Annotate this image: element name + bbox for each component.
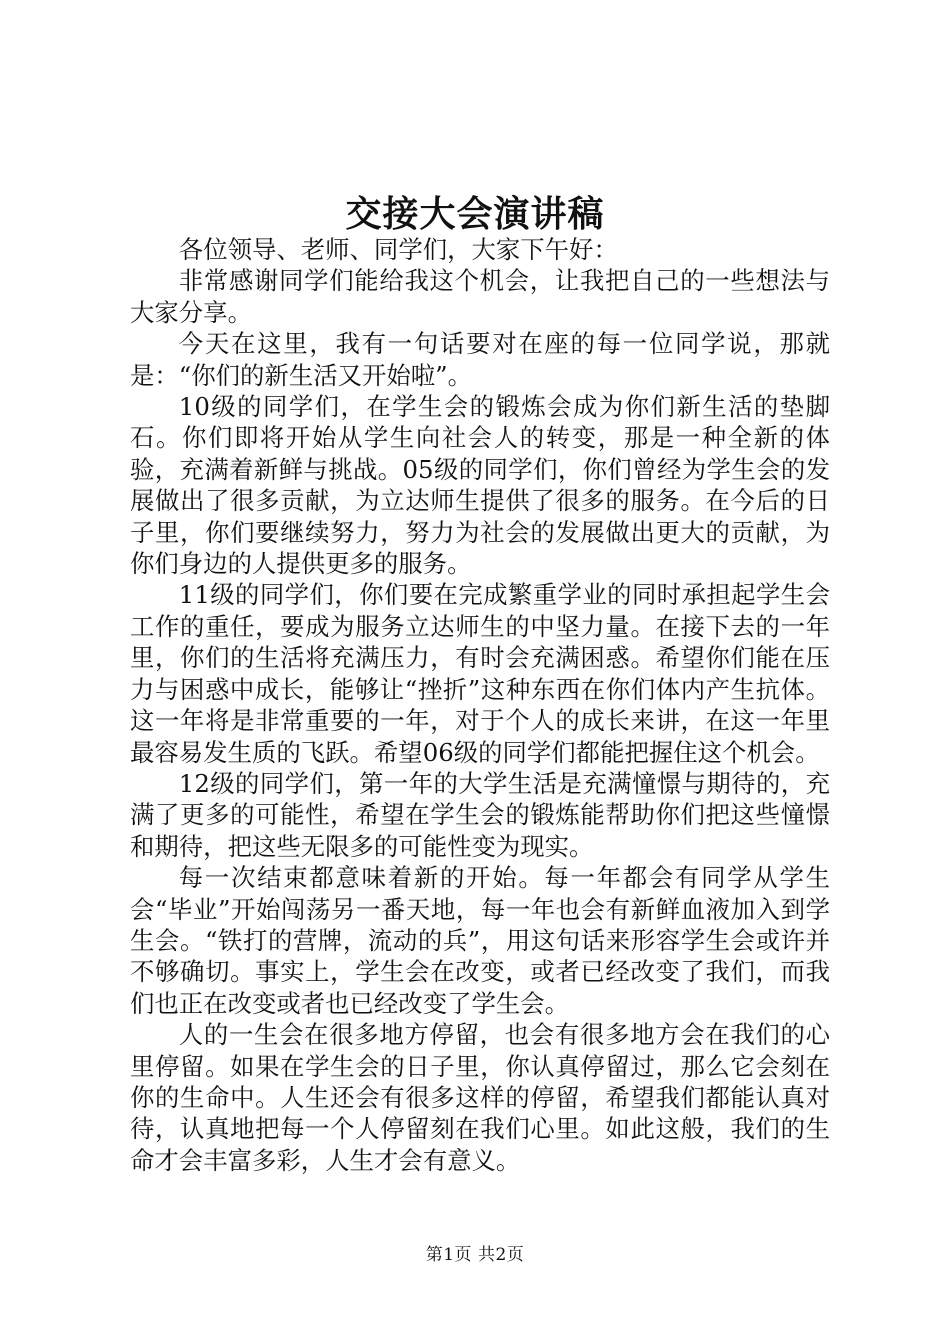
paragraph-class-12: 12级的同学们，第一年的大学生活是充满憧憬与期待的，充满了更多的可能性，希望在学生会的锻炼能帮助你们把这些憧憬和期待，把这些无限多的可能性变为现实。: [130, 768, 830, 861]
paragraph-class-11: 11级的同学们，你们要在完成繁重学业的同时承担起学生会工作的重任，要成为服务立达师生的中坚力量。在接下去的一年里，你们的生活将充满压力，有时会充满困惑。希望你们能在压力与困惑中成长，能够让“挫折”这种东西在你们体内产生抗体。这一年将是非常重要的一年，对于个人的成长来讲，在这一年里最容易发生质的飞跃。希望06级的同学们都能把握住这个机会。: [130, 580, 830, 767]
paragraph-closing: 人的一生会在很多地方停留，也会有很多地方会在我们的心里停留。如果在学生会的日子里，你认真停留过，那么它会刻在你的生命中。人生还会有很多这样的停留，希望我们都能认真对待，认真地把每一个人停留刻在我们心里。如此这般，我们的生命才会丰富多彩，人生才会有意义。: [130, 1020, 830, 1175]
document-title: 交接大会演讲稿: [345, 193, 605, 235]
paragraph-class-10: 10级的同学们，在学生会的锻炼会成为你们新生活的垫脚石。你们即将开始从学生向社会人的转变，那是一种全新的体验，充满着新鲜与挑战。05级的同学们，你们曾经为学生会的发展做出了很多贡献，为立达师生提供了很多的服务。在今后的日子里，你们要继续努力，努力为社会的发展做出更大的贡献，为你们身边的人提供更多的服务。: [130, 392, 830, 579]
document-body: [130, 234, 830, 1176]
paragraph-message: 今天在这里，我有一句话要对在座的每一位同学说，那就是：“你们的新生活又开始啦”。: [130, 329, 830, 390]
paragraph-greeting: 各位领导、老师、同学们，大家下午好：: [178, 235, 618, 264]
page-number: 第1页 共2页: [425, 1245, 525, 1265]
paragraph-thanks: 非常感谢同学们能给我这个机会，让我把自己的一些想法与大家分享。: [130, 266, 830, 327]
paragraph-new-beginning: 每一次结束都意味着新的开始。每一年都会有同学从学生会“毕业”开始闯荡另一番天地，每一年也会有新鲜血液加入到学生会。“铁打的营牌，流动的兵”，用这句话来形容学生会或许并不够确切。事实上，学生会在改变，或者已经改变了我们，而我们也正在改变或者也已经改变了学生会。: [130, 863, 830, 1018]
